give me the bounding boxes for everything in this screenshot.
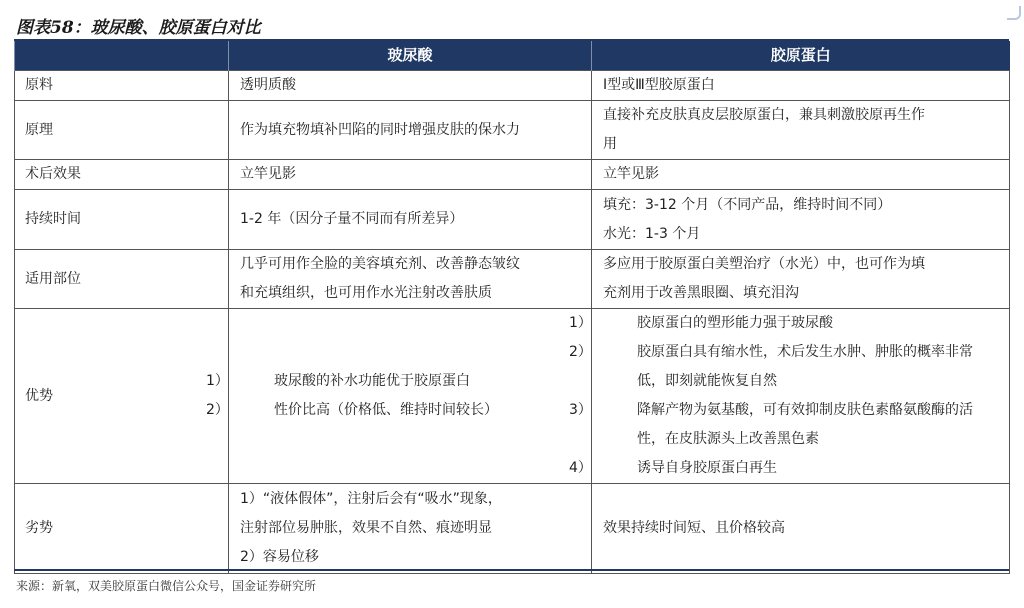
list-number: 4） — [569, 460, 592, 476]
row-label: 原料 — [15, 71, 229, 101]
row-label: 优势 — [15, 309, 229, 484]
row-label: 持续时间 — [15, 190, 229, 250]
cell-line: 1）“液体假体”，注射后会有“吸水”现象， — [240, 491, 502, 507]
list-item — [569, 309, 985, 338]
list-number: 3） — [569, 402, 592, 418]
cell-hyaluronic — [206, 309, 592, 484]
table-header-row — [15, 41, 1010, 71]
list-number: 2） — [569, 344, 592, 360]
header-hyaluronic: 玻尿酸 — [229, 41, 592, 71]
cell-line: 几乎可用作全脸的美容填充剂、改善静态皱纹 — [240, 256, 520, 272]
cell-collagen — [569, 309, 1010, 484]
list-number: 1） — [206, 373, 229, 389]
list-item — [206, 367, 591, 396]
corner-bracket-icon — [1007, 6, 1021, 20]
list-text: 胶原蛋白具有缩水性，术后发生水肿、肿胀的概率非常低，即刻就能恢复自然 — [637, 344, 973, 389]
cell-hyaluronic — [229, 71, 592, 101]
cell-line: 填充：3-12 个月（不同产品，维持时间不同） — [603, 196, 892, 213]
cell-hyaluronic — [229, 484, 592, 574]
cell-collagen — [592, 101, 1010, 160]
cell-line: Ⅰ型或Ⅲ型胶原蛋白 — [603, 77, 715, 93]
cell-line: 充剂用于改善黑眼圈、填充泪沟 — [603, 285, 799, 301]
cell-hyaluronic — [229, 101, 592, 160]
list-number: 1） — [569, 315, 592, 331]
table-row — [15, 101, 1010, 160]
cell-line: 透明质酸 — [240, 77, 296, 93]
list-item — [569, 338, 985, 396]
cell-collagen — [592, 484, 1010, 574]
comparison-table — [14, 41, 1010, 574]
cell-line: 效果持续时间短、且价格较高 — [603, 520, 785, 536]
table-row — [15, 309, 1010, 484]
header-blank — [15, 41, 229, 71]
cell-line: 用 — [603, 136, 617, 152]
cell-collagen — [592, 190, 1010, 250]
cell-line: 多应用于胶原蛋白美塑治疗（水光）中，也可作为填 — [603, 256, 925, 272]
source-note: 来源：新氧，双美胶原蛋白微信公众号，国金证券研究所 — [16, 579, 317, 593]
cell-collagen — [592, 250, 1010, 309]
list-item — [569, 454, 985, 483]
cell-line: 立竿见影 — [240, 166, 296, 182]
table-row — [15, 190, 1010, 250]
row-label: 劣势 — [15, 484, 229, 574]
table-row — [15, 71, 1010, 101]
cell-line: 2）容易位移 — [240, 549, 319, 565]
table-row — [15, 484, 1010, 574]
bottom-rule — [14, 569, 1009, 571]
row-label: 术后效果 — [15, 160, 229, 190]
list-number: 2） — [206, 402, 229, 418]
cell-line: 注射部位易肿胀，效果不自然、痕迹明显 — [240, 520, 492, 536]
header-collagen: 胶原蛋白 — [592, 41, 1010, 71]
list-text: 降解产物为氨基酸，可有效抑制皮肤色素酪氨酸酶的活性，在皮肤源头上改善黑色素 — [637, 402, 973, 447]
row-label: 适用部位 — [15, 250, 229, 309]
cell-collagen — [592, 71, 1010, 101]
list-item — [206, 396, 591, 425]
cell-line: 和充填组织，也可用作水光注射改善肤质 — [240, 285, 492, 301]
list-text: 胶原蛋白的塑形能力强于玻尿酸 — [637, 315, 833, 331]
table-row — [15, 160, 1010, 190]
cell-line: 水光：1-3 个月 — [603, 225, 701, 242]
cell-line: 立竿见影 — [603, 166, 659, 182]
cell-hyaluronic — [229, 250, 592, 309]
cell-hyaluronic — [229, 190, 592, 250]
cell-line: 直接补充皮肤真皮层胶原蛋白，兼具刺激胶原再生作 — [603, 107, 925, 123]
cell-line: 1-2 年（因分子量不同而有所差异） — [240, 211, 464, 227]
cell-hyaluronic — [229, 160, 592, 190]
table-row — [15, 250, 1010, 309]
list-item — [569, 396, 985, 454]
cell-line: 作为填充物填补凹陷的同时增强皮肤的保水力 — [240, 121, 520, 138]
list-text: 玻尿酸的补水功能优于胶原蛋白 — [274, 373, 470, 389]
row-label: 原理 — [15, 101, 229, 160]
list-text: 性价比高（价格低、维持时间较长） — [274, 402, 498, 418]
figure-title: 图表58：玻尿酸、胶原蛋白对比 — [16, 18, 261, 38]
cell-collagen — [592, 160, 1010, 190]
list-text: 诱导自身胶原蛋白再生 — [637, 460, 777, 476]
